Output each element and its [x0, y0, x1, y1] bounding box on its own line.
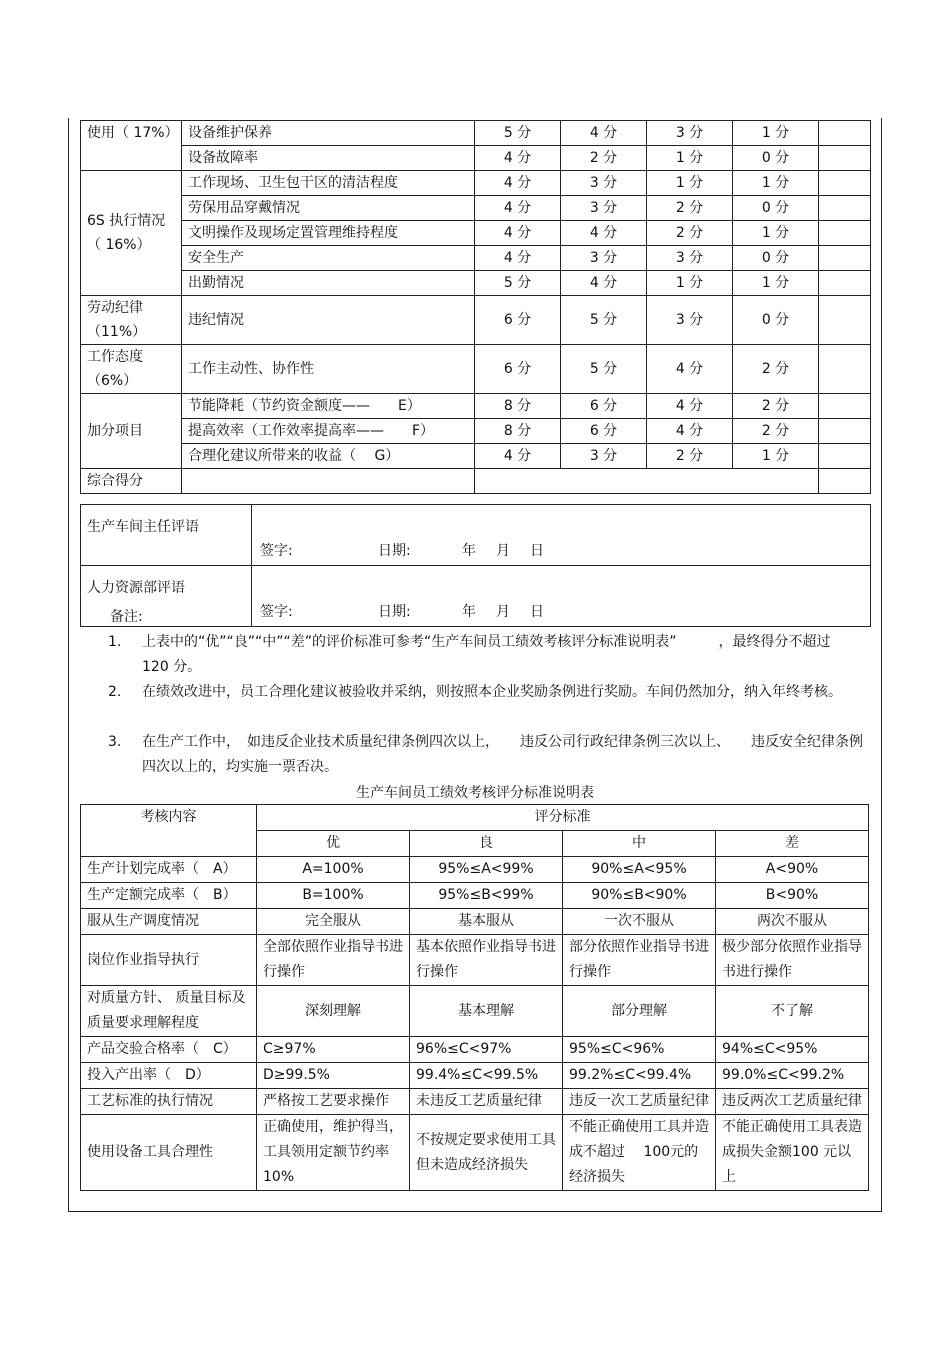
total-blank: [182, 469, 475, 494]
blank-cell: [819, 394, 871, 419]
scoring-table: [80, 120, 871, 494]
total-value-cell[interactable]: [475, 469, 819, 494]
score-cell: 4 分: [475, 246, 561, 271]
year-label: 年: [462, 604, 476, 620]
standard-cell: 99.2%≤C<99.4%: [563, 1063, 716, 1089]
standard-cell: 两次不服从: [716, 909, 869, 935]
item-cell: 设备故障率: [182, 146, 475, 171]
comment-label: 生产车间主任评语: [81, 505, 252, 566]
score-cell: 2 分: [647, 444, 733, 469]
score-cell: 4 分: [561, 121, 647, 146]
score-cell: 3 分: [561, 444, 647, 469]
blank-cell: [819, 419, 871, 444]
level-header: 优: [257, 831, 410, 857]
comment-row: [81, 505, 871, 566]
level-header: 差: [716, 831, 869, 857]
note-number: 2.: [108, 684, 122, 700]
standard-cell: 未违反工艺质量纪律: [410, 1089, 563, 1115]
standard-cell: 违反一次工艺质量纪律: [563, 1089, 716, 1115]
standard-cell: 90%≤A<95%: [563, 857, 716, 883]
item-cell: 出勤情况: [182, 271, 475, 296]
item-cell: 劳保用品穿戴情况: [182, 196, 475, 221]
standard-cell: 95%≤B<99%: [410, 883, 563, 909]
score-cell: 4 分: [475, 444, 561, 469]
score-cell: 2 分: [733, 419, 819, 444]
category-cell: 加分项目: [81, 394, 182, 469]
score-cell: 4 分: [647, 394, 733, 419]
score-cell: 1 分: [647, 271, 733, 296]
criterion-label: 生产定额完成率（ B）: [81, 883, 257, 909]
criterion-label: 使用设备工具合理性: [81, 1115, 257, 1191]
standard-cell: 深刻理解: [257, 986, 410, 1037]
score-cell: 6 分: [475, 345, 561, 394]
score-cell: 8 分: [475, 394, 561, 419]
score-cell: 1 分: [647, 146, 733, 171]
standard-cell: 不能正确使用工具并造成不超过 100元的经济损失: [563, 1115, 716, 1191]
score-cell: 2 分: [733, 345, 819, 394]
table-row: [81, 271, 871, 296]
standard-cell: 部分依照作业指导书进行操作: [563, 935, 716, 986]
level-header: 良: [410, 831, 563, 857]
blank-cell: [819, 469, 871, 494]
item-cell: 工作主动性、协作性: [182, 345, 475, 394]
score-cell: 1 分: [733, 121, 819, 146]
score-cell: 8 分: [475, 419, 561, 444]
header-standard: 评分标准: [257, 805, 869, 831]
blank-cell: [819, 246, 871, 271]
table-row: [81, 1115, 869, 1191]
score-cell: 2 分: [647, 221, 733, 246]
item-cell: 违纪情况: [182, 296, 475, 345]
score-cell: 1 分: [733, 221, 819, 246]
standard-cell: 不按规定要求使用工具但未造成经济损失: [410, 1115, 563, 1191]
table-row: [81, 1063, 869, 1089]
criterion-label: 生产计划完成率（ A）: [81, 857, 257, 883]
blank-cell: [819, 345, 871, 394]
day-label: 日: [530, 543, 544, 559]
table-row: [81, 1089, 869, 1115]
note-text: 在绩效改进中，员工合理化建议被验收并采纳，则按照本企业奖励条例进行奖励。车间仍然加分，纳入年终考核。: [142, 684, 842, 700]
score-cell: 3 分: [561, 196, 647, 221]
standard-cell: D≥99.5%: [257, 1063, 410, 1089]
category-cell: 劳动纪律（11%）: [81, 296, 182, 345]
table-row: [81, 146, 871, 171]
table-row: [81, 419, 871, 444]
score-cell: 4 分: [647, 345, 733, 394]
note-text: 上表中的“优”“良”“中”“差”的评价标准可参考“生产车间员工绩效考核评分标准说明表” ，最终得分不超过 120 分。: [142, 634, 845, 675]
item-cell: 工作现场、卫生包干区的清洁程度: [182, 171, 475, 196]
blank-cell: [819, 221, 871, 246]
standard-cell: C≥97%: [257, 1037, 410, 1063]
category-cell: 6S 执行情况（ 16%）: [81, 171, 182, 296]
standard-cell: 全部依照作业指导书进行操作: [257, 935, 410, 986]
month-label: 月: [496, 604, 510, 620]
blank-cell: [819, 121, 871, 146]
standard-cell: 完全服从: [257, 909, 410, 935]
signature-cell[interactable]: [252, 505, 871, 566]
sign-label: 签字:: [260, 604, 293, 620]
table-row: [81, 857, 869, 883]
standard-cell: 95%≤C<96%: [563, 1037, 716, 1063]
score-cell: 6 分: [475, 296, 561, 345]
score-cell: 0 分: [733, 146, 819, 171]
table-header-row: [81, 805, 869, 831]
month-label: 月: [496, 543, 510, 559]
score-cell: 4 分: [475, 221, 561, 246]
header-content: 考核内容: [81, 805, 257, 857]
blank-cell: [819, 146, 871, 171]
standard-cell: B<90%: [716, 883, 869, 909]
score-cell: 3 分: [647, 121, 733, 146]
note-text: 在生产工作中， 如违反企业技术质量纪律条例四次以上， 违反公司行政纪律条例三次以上、 违反安全纪律条例四次以上的，均实施一票否决。: [142, 734, 863, 775]
blank-cell: [819, 444, 871, 469]
table-row: [81, 246, 871, 271]
table-row: [81, 171, 871, 196]
criterion-label: 对质量方针、 质量目标及质量要求理解程度: [81, 986, 257, 1037]
note-number: 3.: [108, 734, 122, 750]
item-cell: 合理化建议所带来的收益（ G）: [182, 444, 475, 469]
score-cell: 4 分: [475, 146, 561, 171]
table-row: [81, 909, 869, 935]
standard-cell: 不能正确使用工具表造成损失金额100 元以上: [716, 1115, 869, 1191]
table-row: [81, 469, 871, 494]
category-cell: 工作态度（6%）: [81, 345, 182, 394]
item-cell: 设备维护保养: [182, 121, 475, 146]
item-cell: 提高效率（工作效率提高率—— F）: [182, 419, 475, 444]
total-label: 综合得分: [81, 469, 182, 494]
standard-cell: A=100%: [257, 857, 410, 883]
table-row: [81, 935, 869, 986]
table-row: [81, 444, 871, 469]
standard-cell: 96%≤C<97%: [410, 1037, 563, 1063]
score-cell: 5 分: [475, 121, 561, 146]
standard-cell: 一次不服从: [563, 909, 716, 935]
standards-table: [80, 804, 869, 1191]
standard-cell: 99.4%≤C<99.5%: [410, 1063, 563, 1089]
standard-cell: 极少部分依照作业指导书进行操作: [716, 935, 869, 986]
year-label: 年: [462, 543, 476, 559]
score-cell: 6 分: [561, 394, 647, 419]
level-header: 中: [563, 831, 716, 857]
criterion-label: 投入产出率（ D）: [81, 1063, 257, 1089]
score-cell: 3 分: [561, 171, 647, 196]
standard-cell: 严格按工艺要求操作: [257, 1089, 410, 1115]
table-row: [81, 221, 871, 246]
standard-cell: 99.0%≤C<99.2%: [716, 1063, 869, 1089]
table-row: [81, 394, 871, 419]
score-cell: 1 分: [733, 271, 819, 296]
score-cell: 3 分: [647, 296, 733, 345]
score-cell: 1 分: [733, 171, 819, 196]
standard-cell: 不了解: [716, 986, 869, 1037]
date-label: 日期:: [378, 604, 411, 620]
day-label: 日: [530, 604, 544, 620]
note-number: 1.: [108, 634, 122, 650]
score-cell: 2 分: [647, 196, 733, 221]
standard-cell: 94%≤C<95%: [716, 1037, 869, 1063]
standards-table-title: 生产车间员工绩效考核评分标准说明表: [356, 785, 594, 801]
score-cell: 6 分: [561, 419, 647, 444]
score-cell: 0 分: [733, 246, 819, 271]
comment-label: 人力资源部评语: [81, 566, 252, 627]
category-cell: 使用（ 17%）: [81, 121, 182, 171]
standard-cell: 90%≤B<90%: [563, 883, 716, 909]
criterion-label: 工艺标准的执行情况: [81, 1089, 257, 1115]
standard-cell: 基本服从: [410, 909, 563, 935]
score-cell: 2 分: [733, 394, 819, 419]
item-cell: 文明操作及现场定置管理维持程度: [182, 221, 475, 246]
table-row: [81, 196, 871, 221]
score-cell: 4 分: [475, 196, 561, 221]
criterion-label: 服从生产调度情况: [81, 909, 257, 935]
score-cell: 0 分: [733, 296, 819, 345]
signature-cell[interactable]: [252, 566, 871, 627]
standard-cell: 95%≤A<99%: [410, 857, 563, 883]
standard-cell: 基本理解: [410, 986, 563, 1037]
score-cell: 5 分: [561, 345, 647, 394]
score-cell: 5 分: [475, 271, 561, 296]
table-row: [81, 121, 871, 146]
blank-cell: [819, 196, 871, 221]
score-cell: 5 分: [561, 296, 647, 345]
table-row: [81, 883, 869, 909]
sign-label: 签字:: [260, 543, 293, 559]
score-cell: 3 分: [647, 246, 733, 271]
score-cell: 1 分: [733, 444, 819, 469]
score-cell: 4 分: [647, 419, 733, 444]
standard-cell: A<90%: [716, 857, 869, 883]
criterion-label: 岗位作业指导执行: [81, 935, 257, 986]
date-label: 日期:: [378, 543, 411, 559]
standard-cell: B=100%: [257, 883, 410, 909]
table-row: [81, 296, 871, 345]
standard-cell: 违反两次工艺质量纪律: [716, 1089, 869, 1115]
standard-cell: 基本依照作业指导书进行操作: [410, 935, 563, 986]
score-cell: 4 分: [561, 221, 647, 246]
score-cell: 1 分: [647, 171, 733, 196]
standard-cell: 部分理解: [563, 986, 716, 1037]
score-cell: 3 分: [561, 246, 647, 271]
item-cell: 安全生产: [182, 246, 475, 271]
comment-table: [80, 504, 871, 627]
standard-cell: 正确使用，维护得当，工具领用定额节约率 10%: [257, 1115, 410, 1191]
blank-cell: [819, 296, 871, 345]
criterion-label: 产品交验合格率（ C）: [81, 1037, 257, 1063]
score-cell: 2 分: [561, 146, 647, 171]
blank-cell: [819, 271, 871, 296]
blank-cell: [819, 171, 871, 196]
table-row: [81, 1037, 869, 1063]
comment-row: [81, 566, 871, 627]
table-row: [81, 986, 869, 1037]
item-cell: 节能降耗（节约资金额度—— E）: [182, 394, 475, 419]
score-cell: 0 分: [733, 196, 819, 221]
notes-label: 备注:: [110, 609, 143, 625]
score-cell: 4 分: [561, 271, 647, 296]
score-cell: 4 分: [475, 171, 561, 196]
table-row: [81, 345, 871, 394]
